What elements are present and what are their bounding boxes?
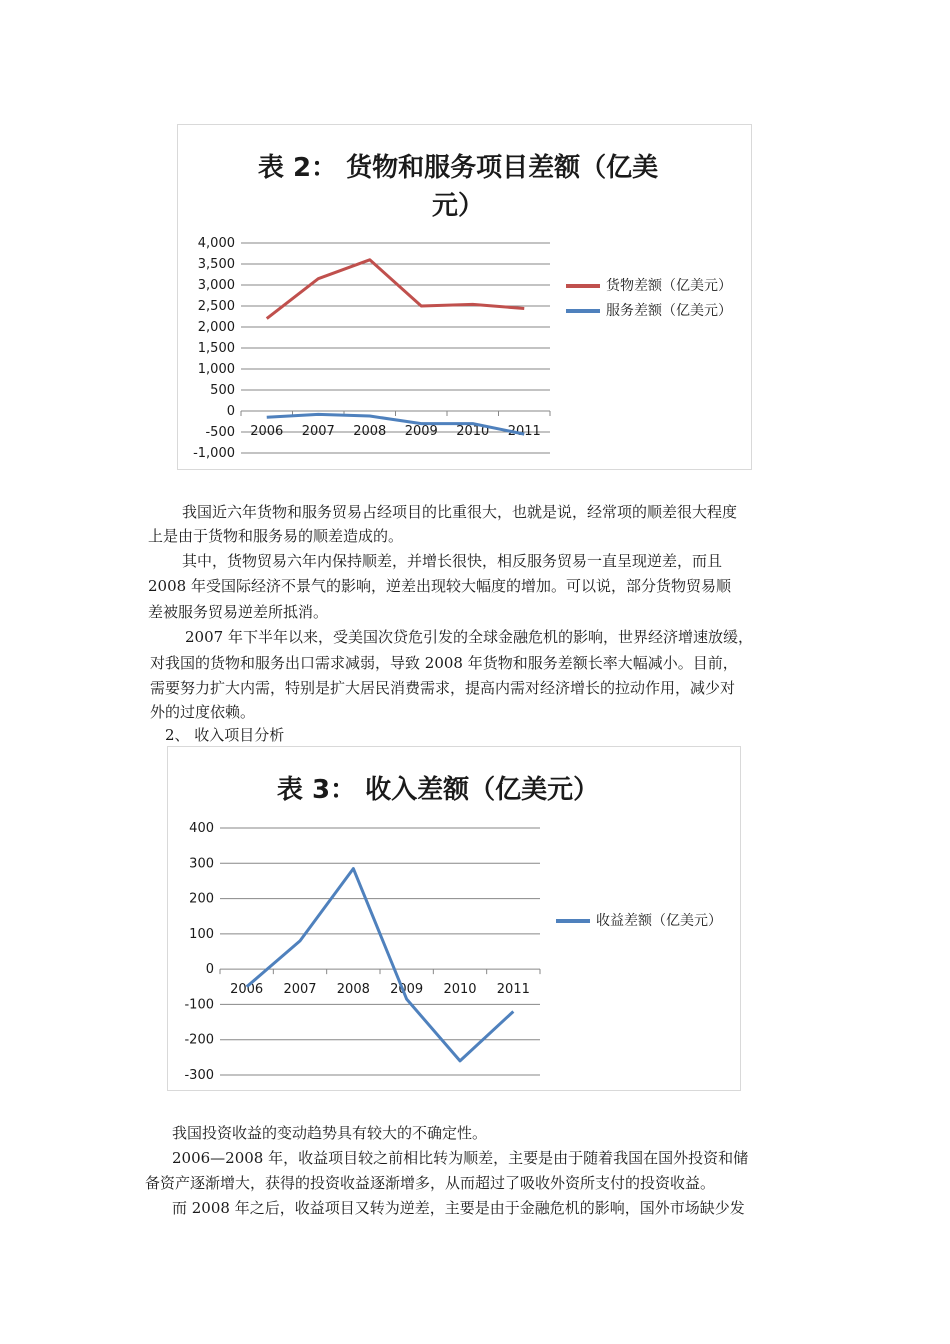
y-tick-label: 0 (205, 962, 214, 978)
paragraph-line: 而 2008 年之后，收益项目又转为逆差，主要是由于金融危机的影响，国外市场缺少发 (172, 1199, 745, 1217)
y-tick-label: 500 (210, 383, 235, 398)
chart-income-balance (167, 746, 741, 1091)
chart-goods-services (177, 124, 752, 470)
y-tick-label: 0 (226, 404, 235, 419)
paragraph-line: 需要努力扩大内需，特别是扩大居民消费需求，提高内需对经济增长的拉动作用，减少对 (150, 679, 736, 697)
y-tick-label: 2,000 (197, 320, 235, 335)
y-tick-label: -1,000 (193, 446, 235, 461)
legend-swatch-services (566, 309, 600, 313)
x-tick-label: 2008 (336, 982, 370, 998)
y-tick-label: 1,500 (197, 341, 235, 356)
x-tick-label: 2007 (301, 424, 335, 439)
y-tick-label: 1,000 (197, 362, 235, 377)
y-tick-label: 400 (189, 821, 214, 836)
legend-label-services: 服务差额（亿美元） (606, 303, 732, 319)
x-tick-label: 2010 (443, 982, 477, 998)
chart-title-line1: 表 2： 货物和服务项目差额（亿美 (257, 153, 659, 183)
legend-services-balance (566, 300, 732, 320)
y-tick-label: 200 (189, 891, 214, 907)
y-tick-label: 100 (189, 926, 214, 942)
x-tick-label: 2011 (507, 424, 541, 439)
y-tick-label: -300 (184, 1068, 214, 1083)
series-line (247, 869, 514, 1061)
chart-title: 表 3： 收入差额（亿美元） (276, 775, 600, 805)
y-tick-label: 300 (189, 856, 214, 872)
series-line (267, 260, 525, 319)
paragraph-line: 对我国的货物和服务出口需求减弱，导致 2008 年货物和服务差额长率大幅减小。目前， (150, 654, 738, 672)
legend-goods-balance (566, 275, 732, 295)
paragraph-line: 我国投资收益的变动趋势具有较大的不确定性。 (172, 1124, 488, 1142)
paragraph-line: 差被服务贸易逆差所抵消。 (148, 603, 329, 621)
paragraph-line: 备资产逐渐增大，获得的投资收益逐渐增多，从而超过了吸收外资所支付的投资收益。 (145, 1174, 716, 1192)
x-tick-label: 2011 (496, 982, 530, 998)
x-tick-label: 2009 (390, 982, 424, 998)
x-tick-label: 2009 (404, 424, 438, 439)
legend-income-balance (556, 910, 722, 930)
legend-swatch-goods (566, 284, 600, 288)
x-tick-label: 2007 (283, 982, 317, 998)
paragraph-line: 外的过度依赖。 (150, 703, 256, 721)
y-tick-label: 4,000 (197, 236, 235, 251)
legend-swatch-income (556, 919, 590, 923)
y-tick-label: 3,000 (197, 278, 235, 293)
paragraph-line: 上是由于货物和服务易的顺差造成的。 (148, 527, 404, 545)
legend-label-goods: 货物差额（亿美元） (606, 278, 732, 294)
paragraph-line: 2007 年下半年以来，受美国次贷危引发的全球金融危机的影响，世界经济增速放缓， (185, 628, 753, 646)
x-tick-label: 2006 (230, 982, 264, 998)
paragraph-line: 2006—2008 年，收益项目较之前相比转为顺差，主要是由于随着我国在国外投资和储 (172, 1149, 749, 1167)
paragraph-line: 2008 年受国际经济不景气的影响，逆差出现较大幅度的增加。可以说，部分货物贸易顺 (148, 577, 731, 595)
x-tick-label: 2010 (456, 424, 490, 439)
paragraph-line: 我国近六年货物和服务贸易占经项目的比重很大，也就是说，经常项的顺差很大程度 (182, 503, 738, 521)
y-tick-label: 3,500 (197, 257, 235, 272)
y-tick-label: -500 (205, 425, 235, 440)
section-heading: 2、 收入项目分析 (165, 726, 285, 744)
y-tick-label: -200 (184, 1032, 214, 1048)
paragraph-line: 其中，货物贸易六年内保持顺差，并增长很快，相反服务贸易一直呈现逆差，而且 (182, 552, 723, 570)
chart-title-line2: 元） (431, 191, 484, 221)
y-tick-label: 2,500 (197, 299, 235, 314)
x-tick-label: 2008 (353, 424, 387, 439)
y-tick-label: -100 (184, 997, 214, 1013)
legend-label-income: 收益差额（亿美元） (596, 913, 722, 929)
x-tick-label: 2006 (250, 424, 284, 439)
